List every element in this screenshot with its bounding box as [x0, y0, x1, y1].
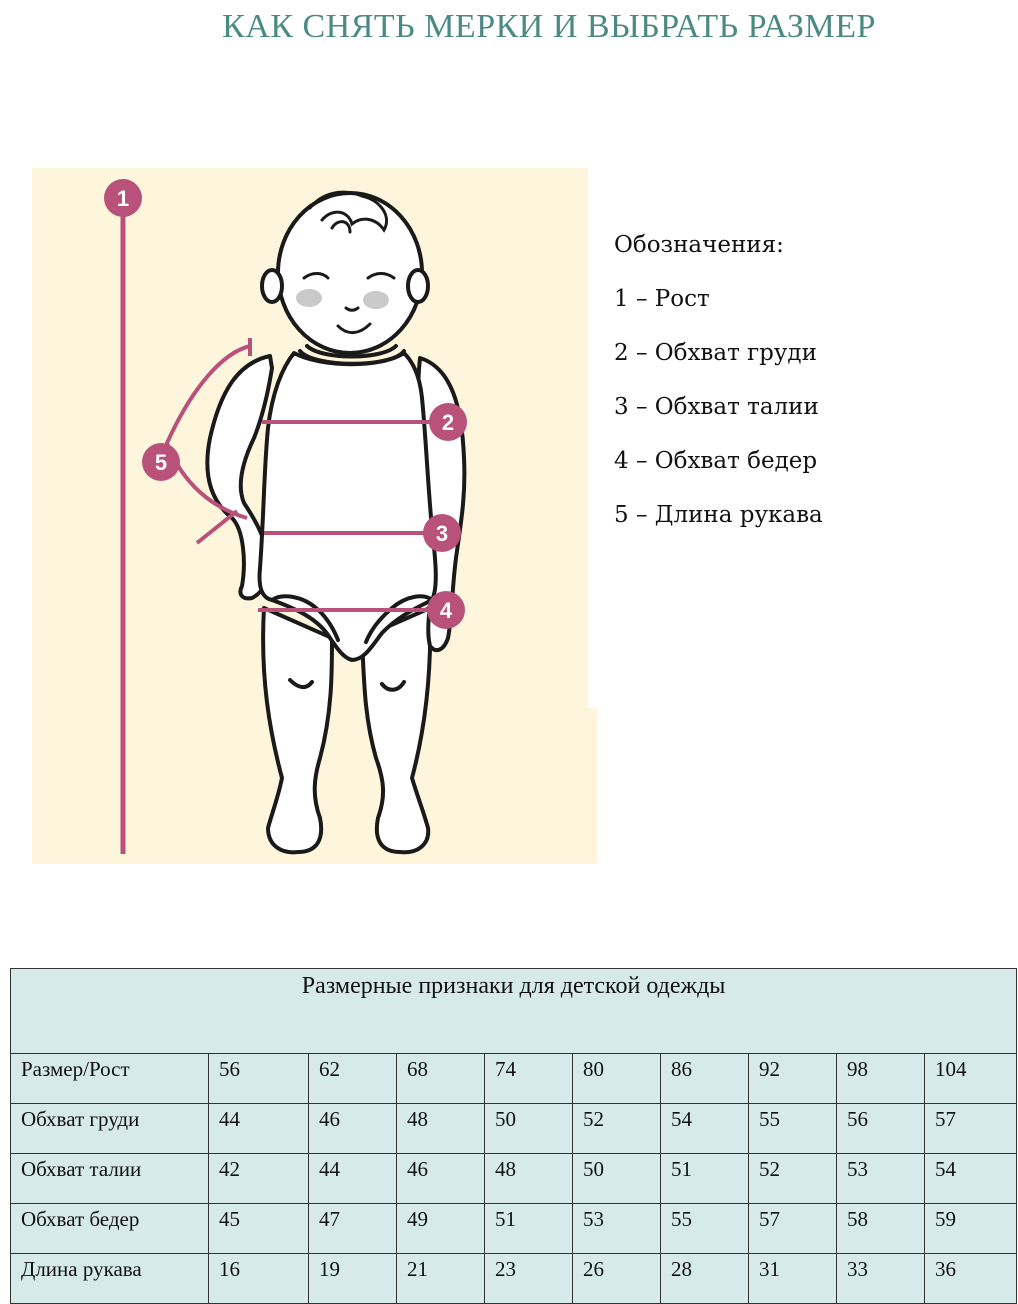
table-row — [11, 1104, 1017, 1154]
legend-item-height: 1 – Рост — [614, 286, 710, 312]
marker-3 — [423, 514, 461, 552]
table-cell: 48 — [397, 1104, 485, 1154]
legend-item-chest: 2 – Обхват груди — [614, 340, 817, 366]
marker-1 — [104, 179, 142, 217]
row-label: Длина рукава — [11, 1254, 209, 1304]
table-caption: Размерные признаки для детской одежды — [11, 969, 1017, 1054]
legend-item-hips: 4 – Обхват бедер — [614, 448, 818, 474]
baby-measurement-illustration — [32, 168, 597, 864]
table-cell: 55 — [661, 1204, 749, 1254]
table-cell: 16 — [209, 1254, 309, 1304]
table-cell: 26 — [573, 1254, 661, 1304]
table-cell: 19 — [309, 1254, 397, 1304]
marker-2 — [429, 403, 467, 441]
table-cell: 45 — [209, 1204, 309, 1254]
table-cell: 50 — [485, 1104, 573, 1154]
size-table-container — [10, 968, 1016, 1304]
table-cell: 47 — [309, 1204, 397, 1254]
table-row — [11, 1254, 1017, 1304]
table-cell: 33 — [837, 1254, 925, 1304]
size-table — [10, 968, 1017, 1304]
table-row — [11, 1204, 1017, 1254]
table-cell: 46 — [397, 1154, 485, 1204]
svg-text:4: 4 — [439, 598, 453, 623]
table-row — [11, 1154, 1017, 1204]
table-cell: 51 — [485, 1204, 573, 1254]
table-cell: 74 — [485, 1054, 573, 1104]
table-cell: 46 — [309, 1104, 397, 1154]
row-label: Обхват груди — [11, 1104, 209, 1154]
table-cell: 54 — [661, 1104, 749, 1154]
table-cell: 55 — [749, 1104, 837, 1154]
table-cell: 42 — [209, 1154, 309, 1204]
svg-text:3: 3 — [435, 521, 449, 546]
table-cell: 59 — [925, 1204, 1017, 1254]
table-cell: 44 — [209, 1104, 309, 1154]
table-cell: 49 — [397, 1204, 485, 1254]
table-cell: 52 — [749, 1154, 837, 1204]
table-cell: 57 — [749, 1204, 837, 1254]
table-cell: 54 — [925, 1154, 1017, 1204]
row-label: Обхват талии — [11, 1154, 209, 1204]
table-cell: 104 — [925, 1054, 1017, 1104]
table-cell: 48 — [485, 1154, 573, 1204]
right-cheek — [363, 291, 389, 309]
row-label: Размер/Рост — [11, 1054, 209, 1104]
marker-4 — [427, 591, 465, 629]
svg-text:1: 1 — [116, 186, 130, 211]
table-cell: 28 — [661, 1254, 749, 1304]
table-cell: 51 — [661, 1154, 749, 1204]
table-cell: 31 — [749, 1254, 837, 1304]
table-cell: 68 — [397, 1054, 485, 1104]
page-title: КАК СНЯТЬ МЕРКИ И ВЫБРАТЬ РАЗМЕР — [222, 8, 876, 45]
table-cell: 98 — [837, 1054, 925, 1104]
table-cell: 53 — [573, 1204, 661, 1254]
row-label: Обхват бедер — [11, 1204, 209, 1254]
table-row — [11, 1054, 1017, 1104]
table-cell: 57 — [925, 1104, 1017, 1154]
legend — [614, 228, 823, 552]
table-cell: 52 — [573, 1104, 661, 1154]
legend-item-waist: 3 – Обхват талии — [614, 394, 819, 420]
left-cheek — [296, 289, 322, 307]
table-cell: 21 — [397, 1254, 485, 1304]
table-cell: 36 — [925, 1254, 1017, 1304]
table-cell: 56 — [209, 1054, 309, 1104]
table-cell: 86 — [661, 1054, 749, 1104]
table-cell: 53 — [837, 1154, 925, 1204]
legend-item-sleeve: 5 – Длина рукава — [614, 502, 823, 528]
table-cell: 58 — [837, 1204, 925, 1254]
table-cell: 23 — [485, 1254, 573, 1304]
table-cell: 56 — [837, 1104, 925, 1154]
marker-5 — [142, 443, 180, 481]
svg-text:5: 5 — [154, 450, 168, 475]
legend-heading: Обозначения: — [614, 232, 784, 258]
table-cell: 62 — [309, 1054, 397, 1104]
svg-text:2: 2 — [441, 410, 455, 435]
table-cell: 50 — [573, 1154, 661, 1204]
table-cell: 80 — [573, 1054, 661, 1104]
table-cell: 44 — [309, 1154, 397, 1204]
table-cell: 92 — [749, 1054, 837, 1104]
